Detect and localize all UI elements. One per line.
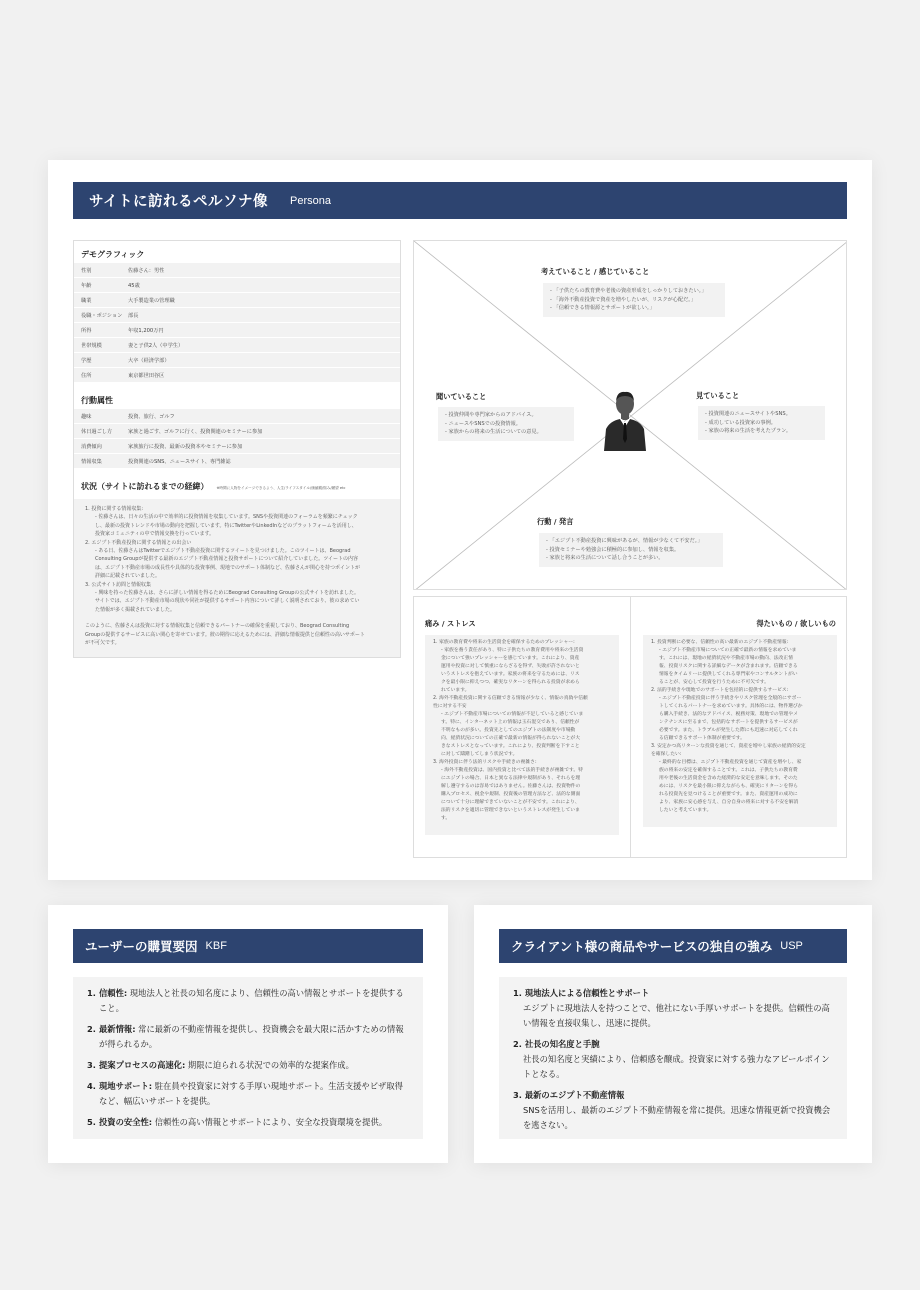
- kbf-item: [87, 1115, 411, 1130]
- demographic-title: デモグラフィック: [81, 250, 145, 259]
- demographic-table: [74, 263, 400, 383]
- text-line: 購入プロセス、税金や規制、投資後の管理方法など、法的な側面: [441, 792, 581, 797]
- text-line: 金について強いプレッシャーを感じています。これにより、資産: [441, 656, 580, 661]
- table-row: [74, 454, 400, 469]
- row-key: 役職・ポジション: [81, 312, 123, 319]
- kbf-item-body: [99, 1115, 387, 1130]
- journey-heading: [74, 473, 400, 495]
- usp-item-title: 1. 現地法人による信頼性とサポート: [513, 988, 650, 998]
- kbf-item-text: 駐在員や投資家に対する手厚い現地サポート。生活支援やビザ取得など、幅広いサポートを提供。: [99, 1081, 403, 1106]
- kbf-item-label: 最新情報:: [99, 1024, 136, 1034]
- row-value: 東京都世田谷区: [128, 372, 165, 379]
- spacer: [81, 614, 393, 622]
- text-line: Groupの提供するサービスに高い関心を寄せています。彼の期待に応えるためには、詳細な情報提供と信頼性の高いサポート: [85, 631, 365, 638]
- kbf-header: [73, 929, 423, 963]
- text-line: - エジプト不動産市場についての情報が不足していると感じていま: [441, 712, 584, 717]
- kbf-item-body: [99, 1079, 411, 1109]
- list-item: - 「エジプト不動産投資に興味があるが、情報が少なくて不安だ。」: [546, 538, 703, 544]
- pain-panel: [413, 596, 631, 858]
- kbf-item-label: 信頼性:: [99, 988, 128, 998]
- persona-card: [48, 160, 872, 880]
- empathy-map: [413, 240, 847, 590]
- text-line: 報、投資リスクに関する詳細なデータが含まれます。信頼できる: [659, 664, 798, 669]
- table-row: [74, 409, 400, 424]
- usp-item: [513, 1037, 835, 1082]
- text-line: た情報が多く掲載されていました。: [95, 606, 176, 613]
- usp-item-text: SNSを活用し、最新のエジプト不動産情報を常に提供。迅速な情報更新で投資機会を逃さない。: [523, 1105, 831, 1130]
- list-item: - 「子供たちの教育費や老後の資産形成をしっかりしておきたい。」: [550, 288, 707, 294]
- text-line: 性に対する不安: [433, 704, 467, 709]
- usp-title: クライアント様の商品やサービスの独自の強み: [511, 939, 773, 954]
- text-line: 3. 公式サイト訪問と情報収集: [85, 581, 152, 588]
- row-key: 所得: [81, 327, 92, 334]
- journey-text: [74, 499, 400, 657]
- row-value: 45歳: [128, 282, 140, 289]
- usp-item: [513, 1088, 835, 1133]
- text-line: 用や老後の生活資金を含めた経済的な安定を意味します。そのた: [659, 776, 798, 781]
- pain-title: 痛み / ストレス: [425, 619, 476, 628]
- text-line: 3. 海外投資に伴う法的リスクや手続きの複雑さ:: [433, 760, 537, 765]
- text-line: 詳細に記載されていました。: [95, 573, 161, 580]
- kbf-item: [87, 1058, 411, 1073]
- text-line: - ある日、佐藤さんはTwitterでエジプト不動産投資に関するツイートを見つけました。このツイートは、Beograd: [95, 548, 351, 555]
- text-line: 1. 投資に関する情報収集:: [85, 506, 144, 512]
- kbf-item-number: 5.: [87, 1117, 96, 1127]
- gain-title: 得たいもの / 欲しいもの: [756, 619, 836, 628]
- text-line: る信頼できるサポート体制が重要です。: [659, 736, 745, 741]
- text-line: れる投資先を見つけることが重要です。また、資産運用の成功に: [659, 792, 798, 797]
- usp-item: [513, 986, 835, 1031]
- persona-header: [73, 182, 847, 219]
- text-line: より、家族に安心感を与え、自分自身の将来に対する不安を解消: [659, 800, 799, 805]
- kbf-subtitle: KBF: [205, 940, 227, 952]
- gain-panel: [630, 596, 847, 858]
- text-line: 投資家コミュニティの中で情報交換を行っています。: [95, 531, 215, 538]
- kbf-title: ユーザーの購買要因: [85, 939, 198, 954]
- row-key: 学歴: [81, 357, 92, 364]
- list-item: - 家族からの将来の生活についての意見。: [445, 429, 542, 435]
- usp-item-title: 2. 社長の知名度と手腕: [513, 1039, 600, 1049]
- text-line: について十分に理解できていないことが不安です。これにより、: [441, 800, 580, 805]
- text-line: 運用や投資に対して慎重にならざるを得ず、失敗が許されないと: [441, 664, 580, 669]
- list-item: - 「信頼できる情報源とサポートが欲しい。」: [550, 305, 655, 311]
- usp-card: [474, 905, 872, 1163]
- kbf-item-body: [99, 1058, 354, 1073]
- behavior-title: 行動属性: [81, 396, 113, 405]
- pain-box: [425, 635, 619, 835]
- row-value: 大卒（経済学部）: [128, 357, 170, 364]
- text-line: 3. 安定かつ高リターンな投資を通じて、資産を増やし家族の経済的安定: [651, 744, 806, 749]
- kbf-item-number: 4.: [87, 1081, 96, 1091]
- usp-header: [499, 929, 847, 963]
- row-value: 投資関連のSNS、ニュースサイト、専門雑誌: [128, 458, 231, 465]
- text-line: 法的リスクを適切に管理できないというストレスが発生していま: [441, 808, 580, 813]
- text-line: - エジプト不動産市場についての正確で最新の情報を求めていま: [659, 648, 797, 653]
- list-item: - 家族と将来の生活について話し合うことが多い。: [546, 555, 664, 561]
- row-key: 趣味: [81, 413, 92, 420]
- persona-profile-panel: [73, 240, 401, 658]
- behavior-table: [74, 409, 400, 469]
- table-row: [74, 368, 400, 383]
- text-line: - 最終的な目標は、エジプト不動産投資を通じて資産を増やし、家: [659, 760, 802, 765]
- text-line: を確保したい:: [651, 752, 682, 757]
- text-line: 1. 投資判断に必要な、信頼性の高い最新のエジプト不動産情報:: [651, 640, 789, 645]
- table-row: [74, 278, 400, 293]
- usp-list: [499, 977, 847, 1139]
- row-value: 投資、旅行、ゴルフ: [128, 413, 175, 420]
- row-key: 世帯規模: [81, 342, 102, 349]
- row-key: 住所: [81, 372, 92, 379]
- text-line: れています。: [441, 688, 470, 693]
- kbf-item-text: 信頼性の高い情報とサポートにより、安全な投資環境を提供。: [152, 1117, 388, 1127]
- row-value: 部長: [128, 312, 139, 319]
- text-line: - 興味を持った佐藤さんは、さらに詳しい情報を得るためにBeograd Consulting Groupの公式サイトを訪れました。: [95, 590, 360, 597]
- text-line: めには、リスクを最小限に抑えながらも、確実にリターンを得ら: [659, 784, 798, 789]
- text-line: が不可欠です。: [85, 640, 120, 647]
- kbf-item-label: 提案プロセスの高速化:: [99, 1060, 186, 1070]
- table-row: [74, 308, 400, 323]
- kbf-item-number: 1.: [87, 988, 96, 998]
- table-row: [74, 338, 400, 353]
- text-line: - エジプト不動産投資に伴う手続きやリスク管理を全般的にサポー: [659, 696, 802, 701]
- gain-box: [643, 635, 837, 827]
- row-value: 家族旅行に投資、最新の投資本やセミナーに参加: [128, 443, 243, 450]
- text-line: 族の将来の安定を確保することです。これは、子供たちの教育費: [659, 768, 798, 773]
- think-feel-title: 考えていること / 感じていること: [541, 267, 650, 276]
- kbf-item-text: 期限に迫られる状況での効率的な提案作成。: [185, 1060, 354, 1070]
- act-say-title: 行動 / 発言: [537, 517, 574, 526]
- row-key: 消費傾向: [81, 443, 102, 450]
- kbf-item-number: 2.: [87, 1024, 96, 1034]
- persona-title: サイトに訪れるペルソナ像: [89, 194, 268, 210]
- text-line: 1. 家族の教育費や将来の生活資金を確保するためのプレッシャー:: [433, 640, 575, 645]
- journey-note: ※時間に人物をイメージできるよう、人生/ライフスタイル/価値観/悩み/願望 etc: [216, 486, 346, 490]
- kbf-list: [73, 977, 423, 1139]
- text-line: は、エジプト不動産市場の成長性や具体的な投資事例、現地でのサポート体制など、佐藤さんが関心を持つポイントが: [95, 564, 361, 571]
- text-line: 解し遵守するのは容易ではありません。佐藤さんは、投資物件の: [441, 784, 581, 789]
- text-line: 不明なものが多い。投資先としてのエジプトの法制度や市場動: [441, 728, 576, 733]
- text-line: し、最新の投資トレンドや市場の動向を把握しています。特にTwitterやLinkedInなどのプラットフォームを活用し、: [95, 522, 357, 529]
- text-line: 向、経済状況についての正確で最新の情報が得られないことが大: [441, 736, 581, 741]
- kbf-item-body: [99, 986, 411, 1016]
- text-line: にエジプトの場合、日本と異なる法律や規制があり、それらを理: [441, 776, 581, 781]
- row-key: 年齢: [81, 282, 92, 289]
- table-row: [74, 263, 400, 278]
- text-line: す。: [441, 816, 451, 821]
- list-item: - 「海外不動産投資で資産を増やしたいが、リスクが心配だ。」: [550, 296, 697, 303]
- kbf-item-text: 常に最新の不動産情報を提供し、投資機会を最大限に活かすための情報が得られるか。: [99, 1024, 404, 1049]
- kbf-item-body: [99, 1022, 411, 1052]
- journey-title: 状況（サイトに訪れるまでの経緯）: [81, 482, 209, 491]
- text-line: 情報をタイムリーに提供してくれる専門家やコンサルタントがい: [659, 672, 798, 677]
- text-line: ンテナンスに至るまで、包括的なサポートを提供するサービスが: [659, 720, 798, 725]
- row-key: 性別: [81, 267, 92, 274]
- row-value: 大手製造業の管理職: [128, 297, 175, 304]
- text-line: サイトでは、エジプト不動産市場の現状や同社が提供するサポート内容について詳しく説明されており、彼の求めてい: [95, 598, 360, 605]
- kbf-item-label: 現地サポート:: [99, 1081, 153, 1091]
- see-title: 見ていること: [696, 391, 740, 400]
- kbf-card: [48, 905, 448, 1163]
- list-item: - 家族の将来の生活を考えたプラン。: [705, 428, 792, 434]
- think-feel-box: [543, 283, 725, 317]
- text-line: す。特に、インターネット上の情報は玉石混交であり、信頼性が: [441, 720, 580, 725]
- text-line: したいと考えています。: [659, 808, 712, 813]
- text-line: Consulting Groupが提供する最新のエジプト不動産情報と投資サポートについて紹介していました。ツイートの内容: [95, 556, 359, 563]
- text-line: - 佐藤さんは、日々の生活の中で効率的に投資情報を収集しています。SNSや投資関連のフォーラムを頻繁にチェック: [95, 514, 358, 521]
- text-line: ることが、安心して投資を行うために不可欠です。: [659, 680, 769, 685]
- text-line: クを最小限に抑えつつ、確実なリターンを得られる投資が求めら: [441, 680, 580, 685]
- row-value: 家族と過ごす、ゴルフに行く、投資関連のセミナーに参加: [128, 428, 263, 435]
- text-line: いうストレスを抱えています。家族の将来を守るためには、リス: [441, 672, 580, 677]
- table-row: [74, 353, 400, 368]
- usp-item-title: 3. 最新のエジプト不動産情報: [513, 1090, 625, 1100]
- row-key: 職業: [81, 297, 92, 304]
- table-row: [74, 293, 400, 308]
- hear-box: [438, 407, 574, 441]
- text-line: 2. 海外不動産投資に関する信頼できる情報が少なく、情報の真偽や信頼: [433, 696, 588, 701]
- text-line: - 海外不動産投資は、国内投資と比べて法的手続きが複雑です。特: [441, 768, 583, 773]
- kbf-item-text: 現地法人と社長の知名度により、信頼性の高い情報とサポートを提供すること。: [99, 988, 404, 1013]
- text-line: 必要です。また、トラブルが発生した際にも迅速に対応してくれ: [659, 728, 798, 733]
- text-line: 2. エジプト不動産投資に関する情報との出会い: [85, 539, 192, 546]
- table-row: [74, 323, 400, 338]
- text-line: に対して躊躇してしまう状況です。: [441, 752, 518, 757]
- kbf-item-number: 3.: [87, 1060, 96, 1070]
- list-item: - 投資セミナーや勉強会に積極的に参加し、情報を収集。: [546, 546, 680, 553]
- text-line: 2. 法的手続きや現地でのサポートを包括的に提供するサービス:: [651, 688, 789, 693]
- kbf-item: [87, 986, 411, 1016]
- act-say-box: [539, 533, 723, 567]
- text-line: す。これには、現地の経済状況や不動産市場の動向、法改正情: [659, 656, 793, 661]
- table-row: [74, 439, 400, 454]
- list-item: - 成功している投資家の事例。: [705, 419, 776, 426]
- text-line: トしてくれるパートナーを求めています。具体的には、物件選びか: [659, 704, 803, 709]
- usp-subtitle: USP: [780, 940, 803, 952]
- kbf-item: [87, 1022, 411, 1052]
- persona-subtitle: Persona: [289, 194, 331, 207]
- hear-title: 聞いていること: [436, 392, 487, 401]
- row-value: 妻と子供2人（中学生）: [128, 342, 184, 349]
- row-value: 年収1,200万円: [128, 327, 164, 334]
- text-line: このように、佐藤さんは投資に対する情報収集と信頼できるパートナーの確保を重視しており、Beograd Consulting: [85, 623, 350, 630]
- row-key: 休日過ごし方: [81, 428, 113, 435]
- row-value: 佐藤さん：男性: [128, 267, 165, 274]
- see-box: [698, 406, 825, 440]
- list-item: - ニュースやSNSでの投資情報。: [445, 420, 521, 427]
- text-line: きなストレスとなっています。これにより、投資判断を下すこと: [441, 744, 580, 749]
- kbf-item-label: 投資の安全性:: [99, 1117, 153, 1127]
- text-line: - 家族を養う責任があり、特に子供たちの教育費用や将来の生活資: [441, 648, 584, 653]
- list-item: - 投資仲間や専門家からのアドバイス。: [445, 412, 537, 418]
- persona-avatar-icon: [602, 389, 648, 451]
- list-item: - 投資関連のニュースサイトやSNS。: [705, 411, 791, 417]
- usp-item-text: エジプトに現地法人を持つことで、他社にない手厚いサポートを提供。信頼性の高い情報を直接収集し、迅速に提供。: [523, 1003, 830, 1028]
- usp-item-text: 社長の知名度と実績により、信頼感を醸成。投資家に対する強力なアピールポイントとなる。: [523, 1054, 830, 1079]
- row-key: 情報収集: [81, 458, 102, 465]
- table-row: [74, 424, 400, 439]
- kbf-item: [87, 1079, 411, 1109]
- text-line: ら購入手続き、法的なアドバイス、税務対策、現地での管理やメ: [659, 712, 798, 717]
